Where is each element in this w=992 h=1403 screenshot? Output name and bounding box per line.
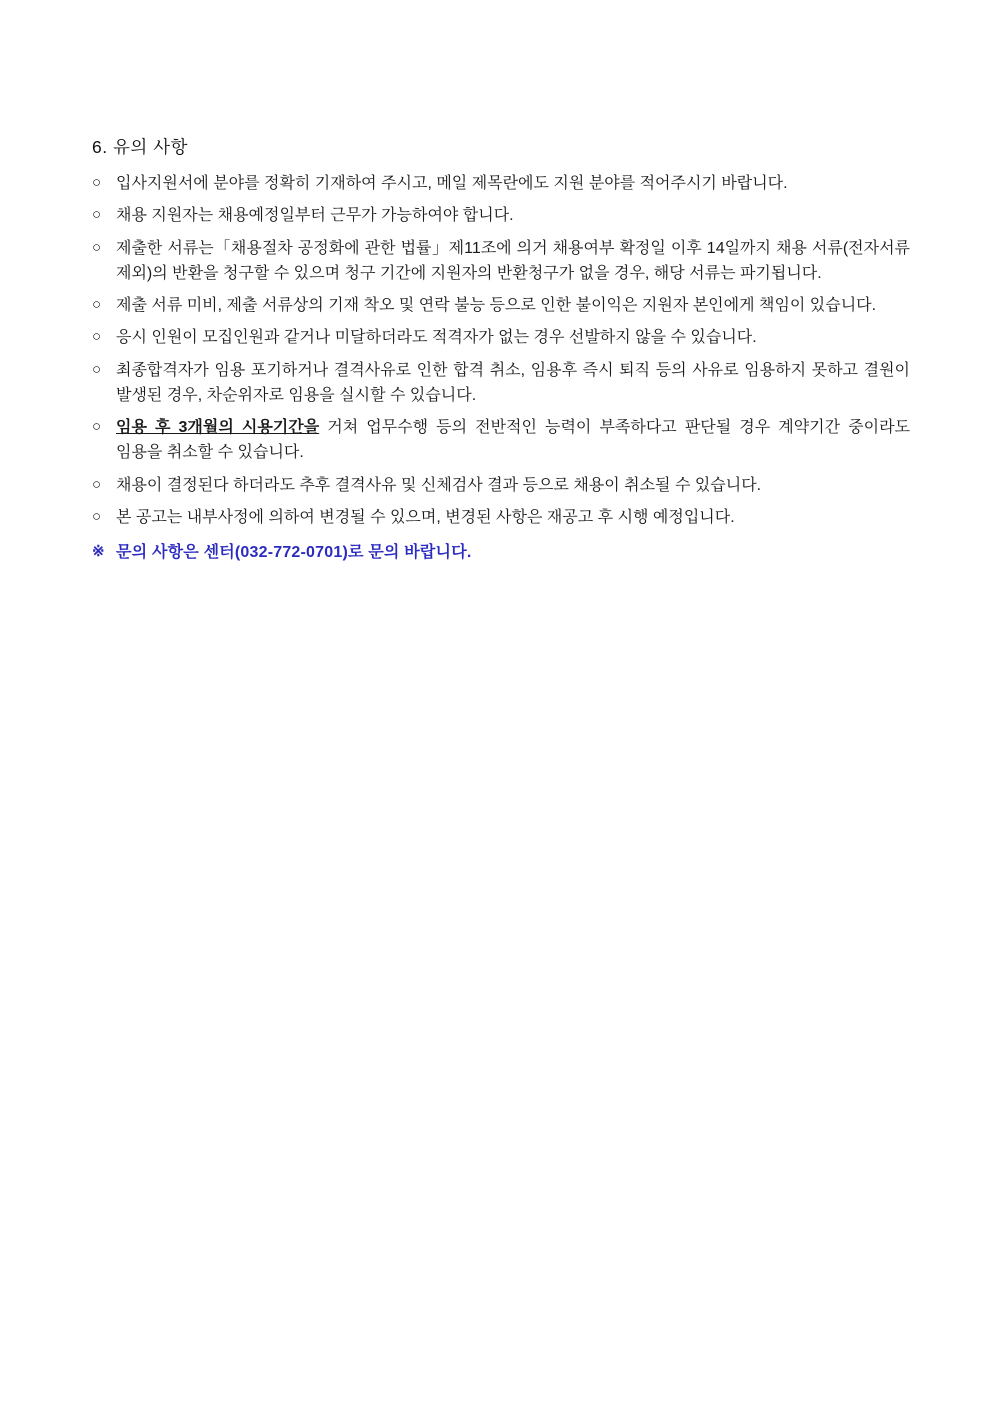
list-item-text: 응시 인원이 모집인원과 같거나 미달하더라도 적격자가 없는 경우 선발하지 않을 수 있습니다. <box>116 329 757 347</box>
bullet-icon: ○ <box>92 238 102 256</box>
contact-notice-text: 문의 사항은 센터(032-772-0701)로 문의 바랍니다. <box>116 544 472 562</box>
bullet-icon: ○ <box>92 360 102 378</box>
section-number: 6. <box>92 137 108 157</box>
list-item-text-rest: 거쳐 업무수행 등의 전반적인 능력이 부족하다고 판단될 경우 계약기간 중이라도 임용을 취소할 수 있습니다. <box>116 419 910 462</box>
emphasized-text: 임용 후 3개월의 시용기간을 <box>116 419 320 437</box>
list-item-text: 채용 지원자는 채용예정일부터 근무가 가능하여야 합니다. <box>116 207 514 225</box>
list-item <box>92 203 910 228</box>
bullet-icon: ○ <box>92 507 102 525</box>
bullet-icon: ○ <box>92 174 102 191</box>
notice-section <box>92 134 910 565</box>
list-item <box>92 505 910 530</box>
contact-notice <box>92 540 910 565</box>
list-item-text: 최종합격자가 임용 포기하거나 결격사유로 인한 합격 취소, 임용후 즉시 퇴직 등의 사유로 임용하지 못하고 결원이 발생된 경우, 차순위자로 임용을 실시할 수 있습니다. <box>116 361 910 404</box>
bullet-icon: ○ <box>92 475 102 493</box>
list-item-probation <box>92 415 910 466</box>
list-item <box>92 236 910 287</box>
bullet-icon: ○ <box>92 206 102 224</box>
list-item-text: 입사지원서에 분야를 정확히 기재하여 주시고, 메일 제목란에도 지원 분야를 적어주시기 바랍니다. <box>116 175 788 192</box>
list-item-text: 제출한 서류는「채용절차 공정화에 관한 법률」제11조에 의거 채용여부 확정일 이후 14일까지 채용 서류(전자서류 제외)의 반환을 청구할 수 있으며 청구 기간에 지원자의 반환청구가 없을 경우, 해당 서류는 파기됩니다. <box>116 239 910 282</box>
section-title-text: 유의 사항 <box>112 137 188 157</box>
list-item <box>92 293 910 318</box>
list-item <box>92 325 910 350</box>
list-item-text: 채용이 결정된다 하더라도 추후 결격사유 및 신체검사 결과 등으로 채용이 취소될 수 있습니다. <box>116 476 762 494</box>
bullet-icon: ○ <box>92 328 102 346</box>
list-item-text: 본 공고는 내부사정에 의하여 변경될 수 있으며, 변경된 사항은 재공고 후 시행 예정입니다. <box>116 508 735 526</box>
list-item <box>92 171 910 196</box>
list-item-text: 제출 서류 미비, 제출 서류상의 기재 착오 및 연락 불능 등으로 인한 불이익은 지원자 본인에게 책임이 있습니다. <box>116 297 877 315</box>
page-title <box>92 134 910 159</box>
list-item <box>92 473 910 498</box>
bullet-icon: ○ <box>92 418 102 436</box>
bullet-icon: ○ <box>92 296 102 314</box>
asterisk-icon: ※ <box>92 543 105 561</box>
list-item <box>92 358 910 409</box>
list-item-text <box>116 415 910 466</box>
